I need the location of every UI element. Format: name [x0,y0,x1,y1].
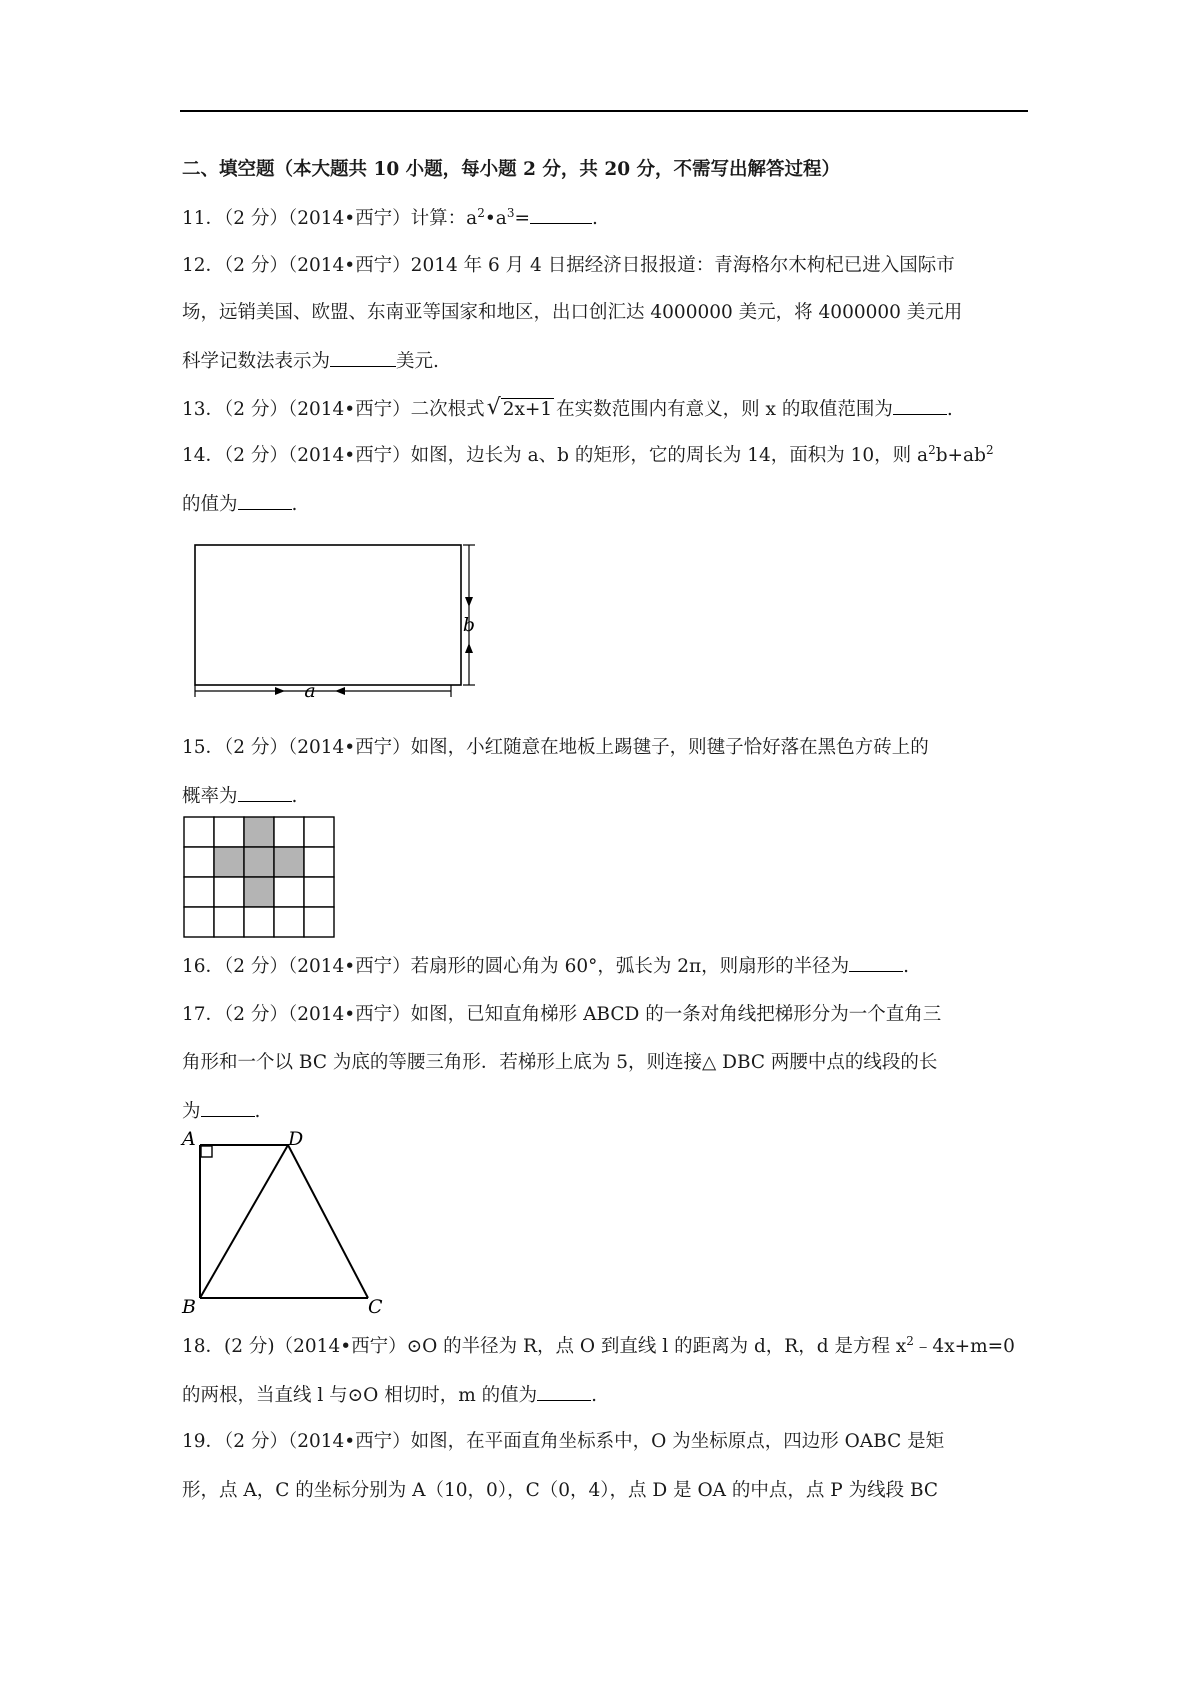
question-15-line-2: 概率为 . [182,783,297,810]
section-heading: 二、填空题（本大题共 10 小题，每小题 2 分，共 20 分，不需写出解答过程） [182,159,841,180]
white-tile [304,847,334,877]
answer-blank [530,205,592,224]
question-17-line-2: 角形和一个以 BC 为底的等腰三角形．若梯形上底为 5，则连接△ DBC 两腰中点的线段的长 [182,1052,938,1073]
question-14-line-1: 14．（2 分）（2014•西宁）如图，边长为 a、b 的矩形，它的周长为 14，面积为 10，则 $a^2b+ab^2$ [182,443,994,466]
diagonal-DB [200,1145,288,1298]
black-tile [244,847,274,877]
square-root: √ 2x+1 [486,395,553,420]
tile-grid [184,817,334,937]
arrow-up-icon [465,643,473,653]
label-A: A [182,1128,196,1150]
white-tile [274,907,304,937]
white-tile [184,907,214,937]
white-tile [244,907,274,937]
white-tile [274,877,304,907]
answer-blank [238,491,292,510]
question-13: 13．（2 分）（2014•西宁）二次根式 √ 2x+1 在实数范围内有意义，则 x 的取值范围为 . [182,396,953,423]
white-tile [184,877,214,907]
arrow-down-icon [465,597,473,607]
tile-grid-figure [182,815,342,940]
right-angle-mark [201,1146,212,1157]
label-D: D [288,1128,304,1150]
label-a: a [304,680,316,700]
label-C: C [368,1296,383,1318]
side-DC [288,1145,368,1298]
rectangle-figure [185,535,485,700]
arrow-left-icon [335,687,345,695]
answer-blank [893,396,947,415]
white-tile [214,817,244,847]
question-11: 11．（2 分）（2014•西宁）计算：$a^2•a^3=$ . [182,206,598,229]
answer-blank [238,783,292,802]
question-12-line-2: 场，远销美国、欧盟、东南亚等国家和地区，出口创汇达 4000000 美元，将 4000000 美元用 [182,302,963,323]
white-tile [304,877,334,907]
question-17-line-1: 17．（2 分）（2014•西宁）如图，已知直角梯形 ABCD 的一条对角线把梯形分为一个直角三 [182,1004,942,1025]
answer-blank [537,1382,591,1401]
question-12-line-3: 科学记数法表示为 美元. [182,348,439,375]
question-16: 16．（2 分）（2014•西宁）若扇形的圆心角为 60°，弧长为 2π，则扇形的半径为 . [182,953,909,980]
answer-blank [849,953,903,972]
white-tile [184,847,214,877]
question-12-line-1: 12．（2 分）（2014•西宁）2014 年 6 月 4 日据经济日报报道：青海格尔木枸杞已进入国际市 [182,255,955,276]
top-rule [180,110,1028,112]
black-tile [274,847,304,877]
trapezoid-figure [178,1128,408,1318]
black-tile [214,847,244,877]
question-14-line-2: 的值为 . [182,491,297,518]
question-18-line-2: 的两根，当直线 l 与⊙O 相切时，m 的值为 . [182,1382,597,1409]
question-19-line-2: 形，点 A，C 的坐标分别为 A（10，0），C（0，4），点 D 是 OA 的中点，点 P 为线段 BC [182,1480,939,1501]
answer-blank [201,1098,255,1117]
black-tile [244,877,274,907]
label-B: B [182,1296,196,1318]
label-b: b [462,614,476,636]
question-19-line-1: 19．（2 分）（2014•西宁）如图，在平面直角坐标系中，O 为坐标原点，四边形 OABC 是矩 [182,1431,945,1452]
white-tile [214,877,244,907]
rectangle-shape [195,545,461,685]
question-18-line-1: 18．(2 分)（2014•西宁）⊙O 的半径为 R，点 O 到直线 l 的距离为 d，R，d 是方程 $x^2﹣4x+m=0$ [182,1334,1015,1357]
question-17-line-3: 为 . [182,1098,260,1125]
question-15-line-1: 15．（2 分）（2014•西宁）如图，小红随意在地板上踢毽子，则毽子恰好落在黑色方砖上的 [182,737,929,758]
black-tile [244,817,274,847]
white-tile [304,817,334,847]
white-tile [304,907,334,937]
white-tile [274,817,304,847]
answer-blank [330,348,396,367]
white-tile [214,907,244,937]
white-tile [184,817,214,847]
arrow-right-icon [275,687,285,695]
